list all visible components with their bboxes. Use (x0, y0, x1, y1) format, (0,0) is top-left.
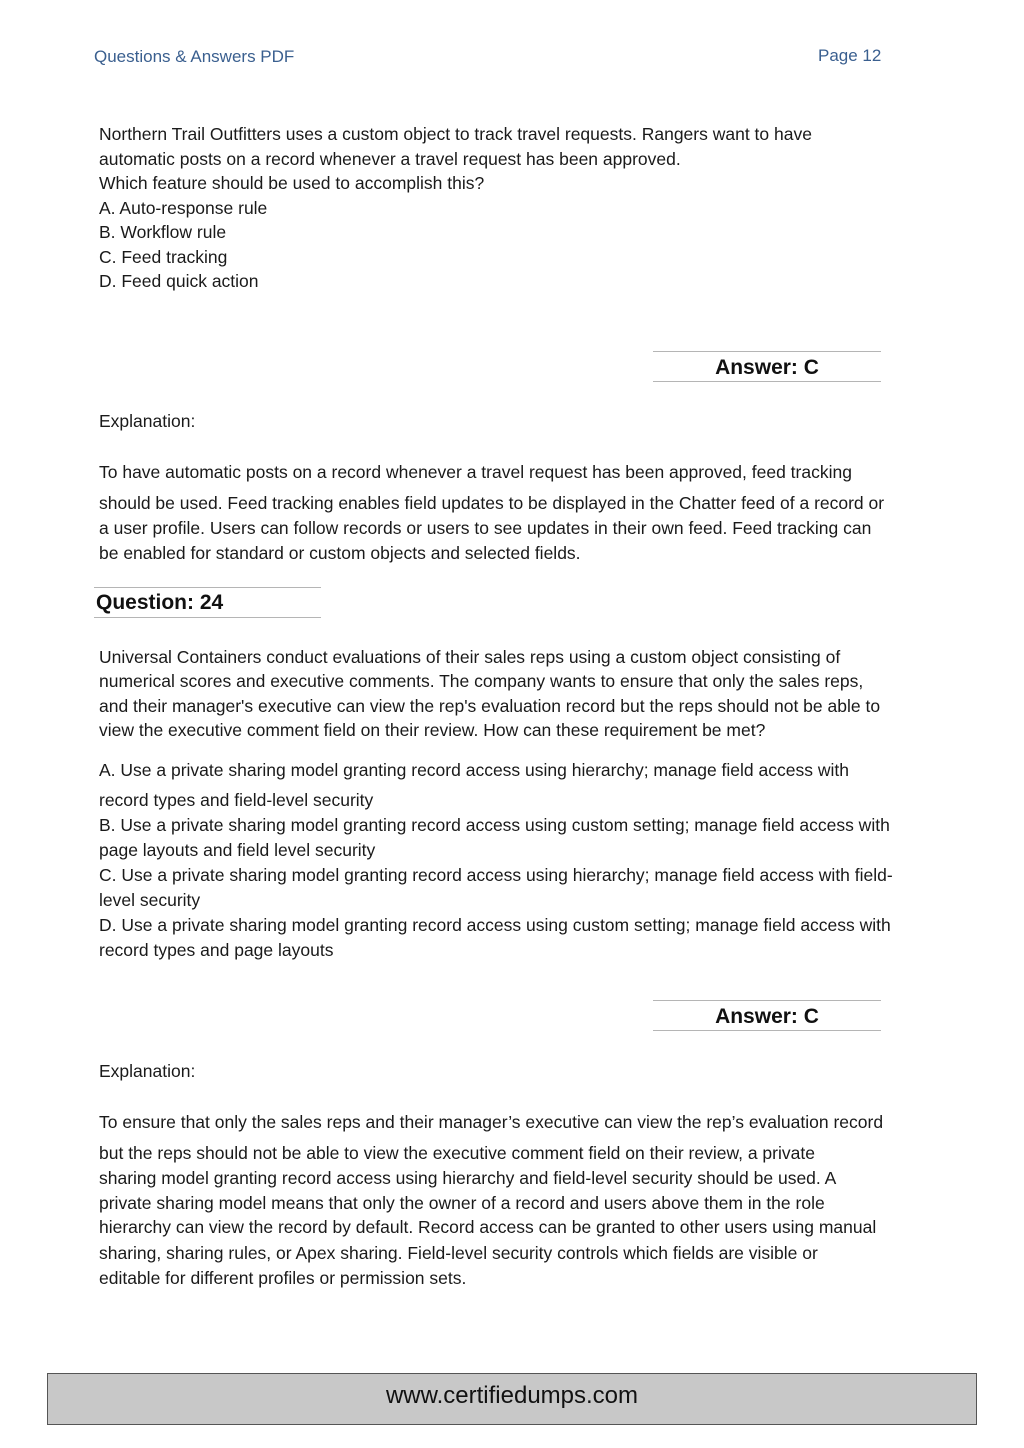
option-b: B. Workflow rule (99, 222, 227, 242)
option-d: D. Feed quick action (99, 271, 259, 291)
question-text-line: Northern Trail Outfitters uses a custom object to track travel requests. Rangers want to have (99, 124, 812, 144)
option-c: C. Feed tracking (99, 247, 228, 267)
answer-box (653, 351, 881, 382)
explanation-line: but the reps should not be able to view the executive comment field on their review, a private (99, 1143, 815, 1163)
option-line: B. Use a private sharing model granting record access using custom setting; manage field access with (99, 815, 890, 835)
question-text-line: automatic posts on a record whenever a travel request has been approved. (99, 149, 681, 169)
question-heading-box (94, 587, 321, 618)
question-heading: Question: 24 (96, 591, 224, 614)
explanation-line: hierarchy can view the record by default. Record access can be granted to other users using manual (99, 1217, 877, 1237)
question-text-line: and their manager's executive can view the rep's evaluation record but the reps should not be able to (99, 696, 881, 716)
explanation-line: To ensure that only the sales reps and their manager’s executive can view the rep’s evaluation record (99, 1112, 884, 1132)
question-text-line: view the executive comment field on their review. How can these requirement be met? (99, 720, 766, 740)
question-text-line: Which feature should be used to accomplish this? (99, 173, 485, 193)
explanation-line: editable for different profiles or permission sets. (99, 1268, 467, 1288)
option-line: A. Use a private sharing model granting record access using hierarchy; manage field access with (99, 760, 849, 780)
option-line: level security (99, 890, 201, 910)
option-line: page layouts and field level security (99, 840, 376, 860)
explanation-label: Explanation: (99, 411, 196, 431)
footer-url[interactable]: www.certifiedumps.com (385, 1382, 639, 1409)
answer-label: Answer: C (715, 356, 819, 379)
option-line: C. Use a private sharing model granting record access using hierarchy; manage field access with field- (99, 865, 893, 885)
question-text-line: numerical scores and executive comments. The company wants to ensure that only the sales reps, (99, 671, 864, 691)
question-text-line: Universal Containers conduct evaluations of their sales reps using a custom object consisting of (99, 647, 841, 667)
option-a: A. Auto-response rule (99, 198, 268, 218)
footer-banner (47, 1373, 977, 1425)
answer-label: Answer: C (715, 1005, 819, 1028)
answer-box (653, 1000, 881, 1031)
option-line: D. Use a private sharing model granting record access using custom setting; manage field access with (99, 915, 891, 935)
explanation-line: To have automatic posts on a record whenever a travel request has been approved, feed tracking (99, 462, 852, 482)
explanation-line: sharing, sharing rules, or Apex sharing. Field-level security controls which fields are visible or (99, 1243, 818, 1263)
explanation-line: should be used. Feed tracking enables field updates to be displayed in the Chatter feed of a record or (99, 493, 885, 513)
explanation-line: private sharing model means that only the owner of a record and users above them in the role (99, 1193, 825, 1213)
option-line: record types and field-level security (99, 790, 374, 810)
option-line: record types and page layouts (99, 940, 334, 960)
explanation-line: sharing model granting record access using hierarchy and field-level security should be used. A (99, 1168, 837, 1188)
explanation-label: Explanation: (99, 1061, 196, 1081)
explanation-line: be enabled for standard or custom objects and selected fields. (99, 543, 581, 563)
document-title: Questions & Answers PDF (94, 47, 295, 66)
page-number: Page 12 (818, 46, 882, 65)
explanation-line: a user profile. Users can follow records or users to see updates in their own feed. Feed tracking can (99, 518, 872, 538)
